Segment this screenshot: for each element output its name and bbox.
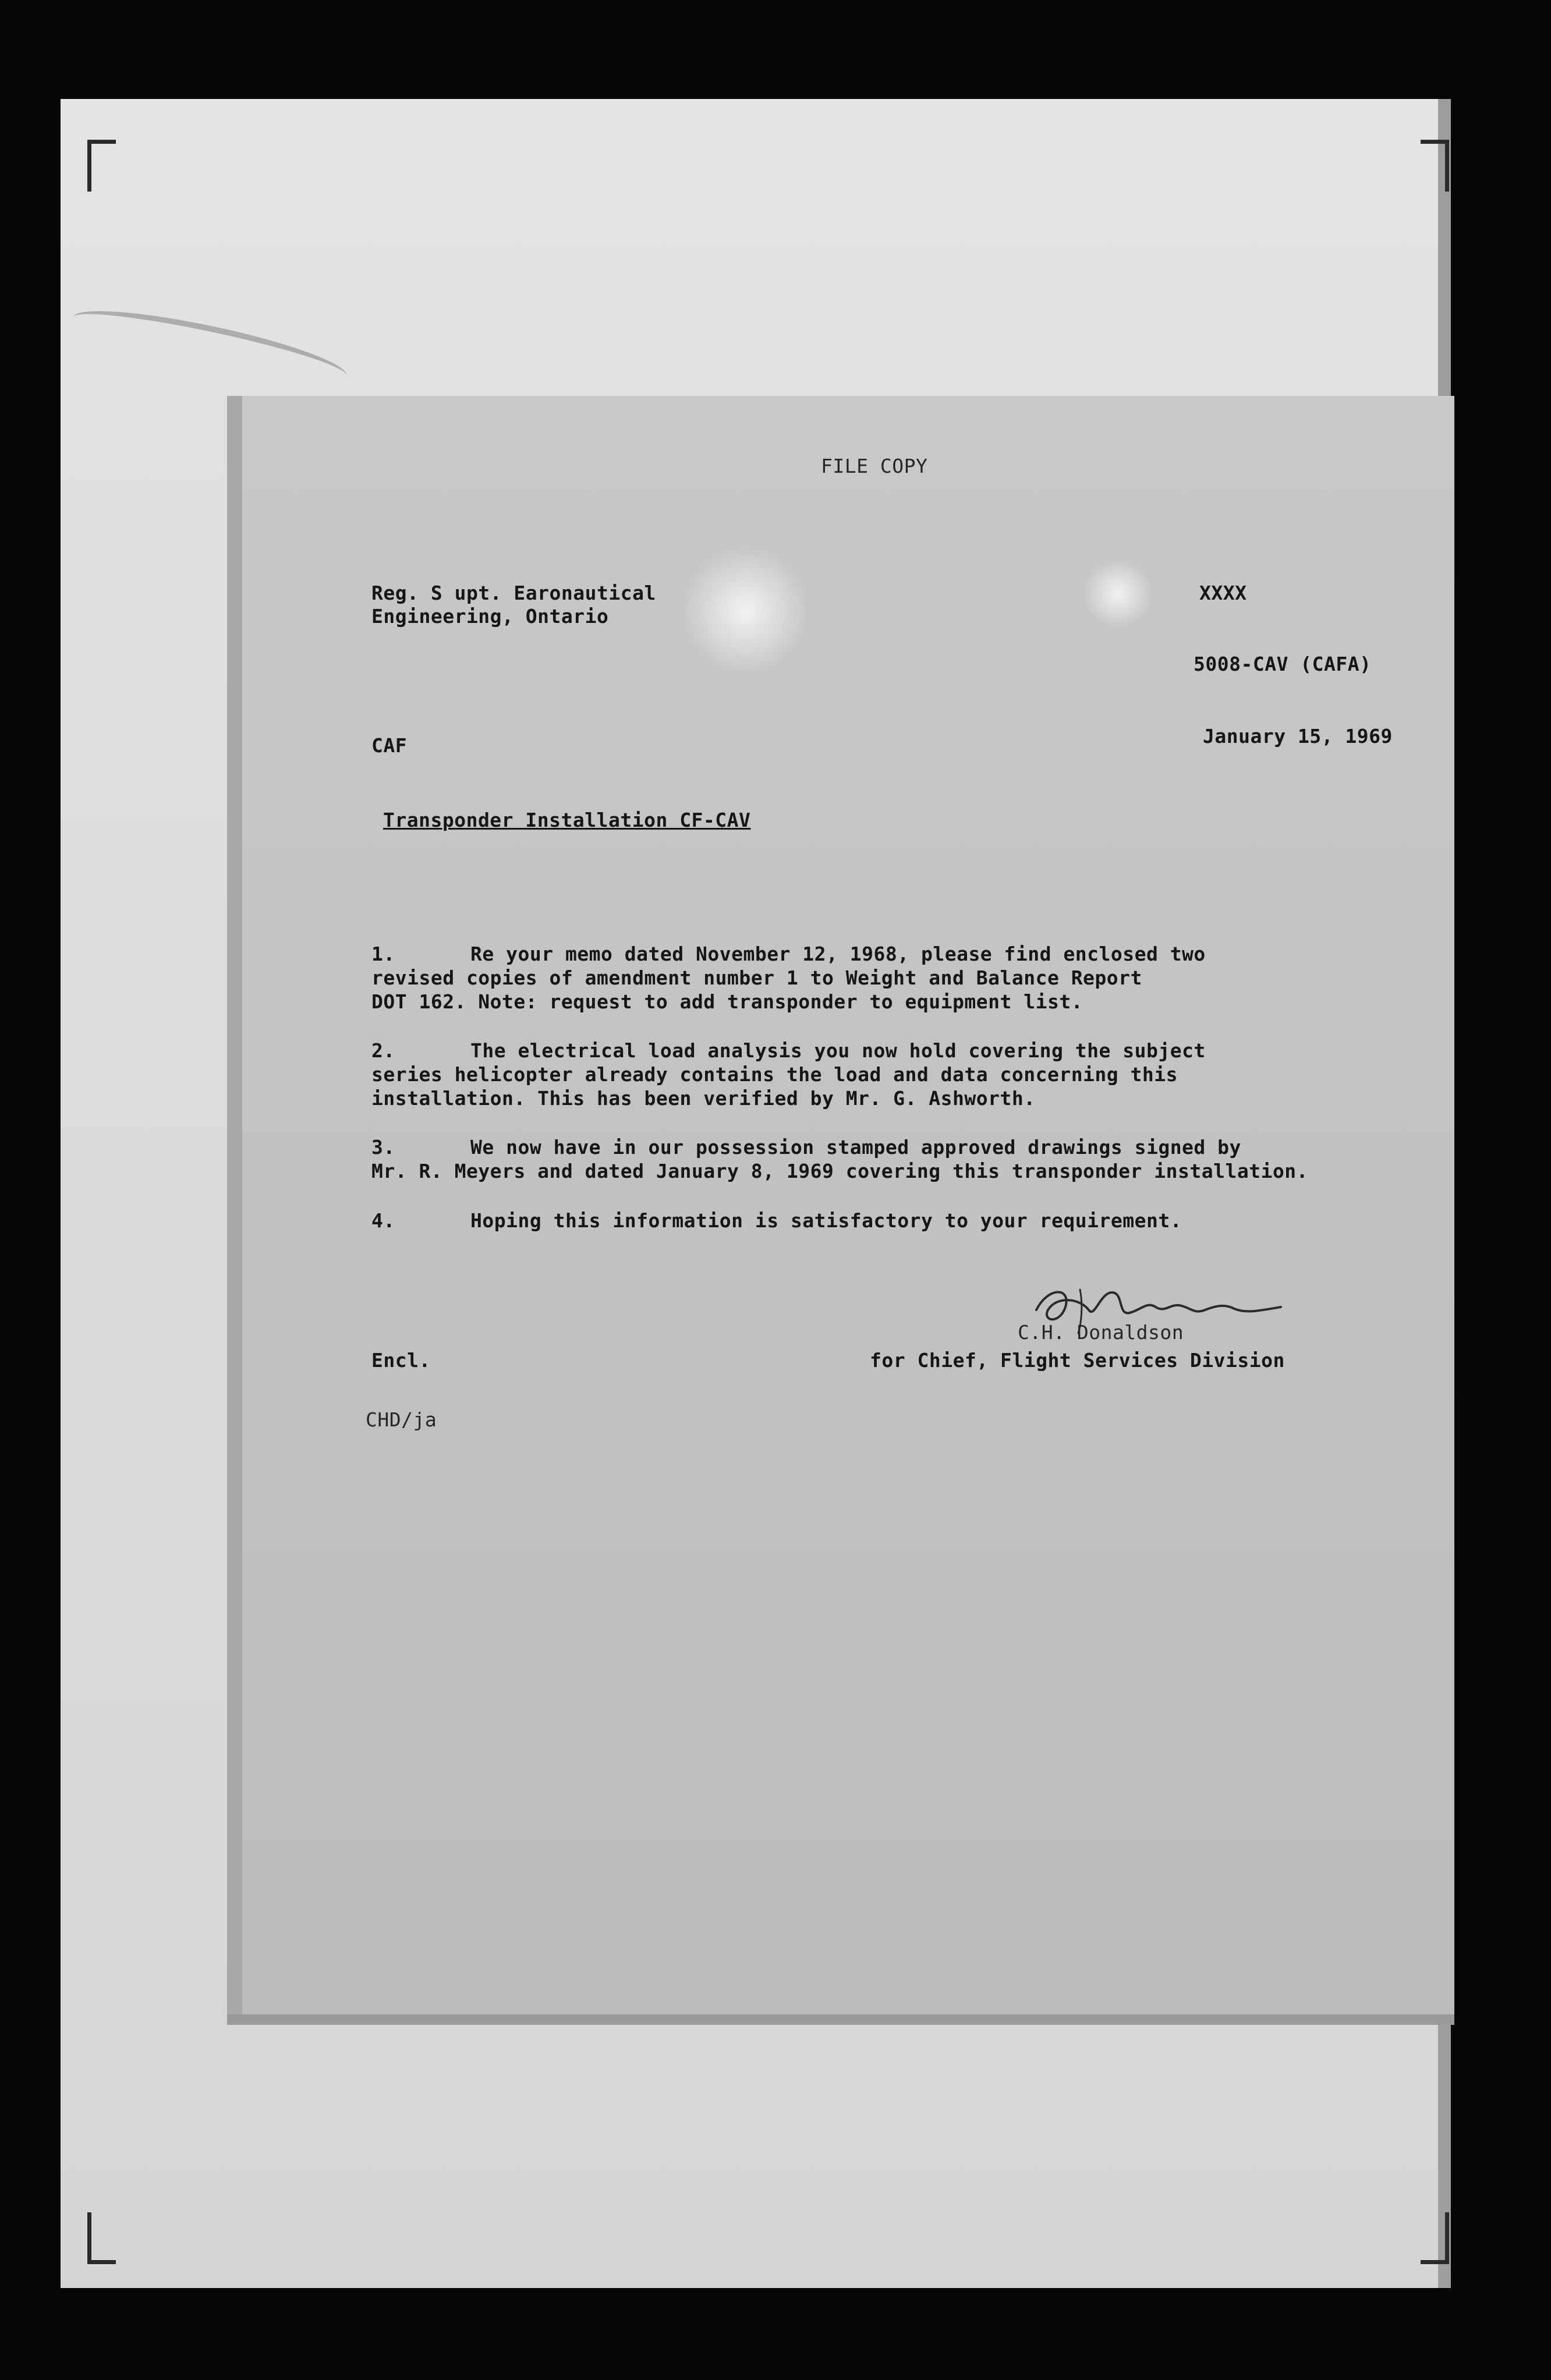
paragraph-line: Mr. R. Meyers and dated January 8, 1969 covering this transponder installation. [371,1160,1309,1182]
subject-line: Transponder Installation CF-CAV [383,809,751,831]
letter-date: January 15, 1969 [1203,725,1393,748]
sender-line-2: Engineering, Ontario [371,605,609,628]
recipient: CAF [371,734,408,757]
file-number: 5008-CAV (CAFA) [1194,653,1372,675]
crop-mark-top-left [87,140,116,192]
paragraph-number: 3. [371,1136,395,1159]
paper-smudge [1083,559,1153,629]
enclosure-note: Encl. [371,1349,431,1372]
paragraph-line: series helicopter already contains the load and data concerning this [371,1063,1178,1086]
paragraph-line: installation. This has been verified by Mr. G. Ashworth. [371,1087,1036,1110]
paragraph-line: revised copies of amendment number 1 to Weight and Balance Report [371,966,1142,989]
paragraph-line: Hoping this information is satisfactory to your requirement. [470,1209,1182,1232]
paragraph-line: Re your memo dated November 12, 1968, please find enclosed two [470,943,1206,965]
signer-name: C.H. Donaldson [1018,1321,1184,1344]
reference-code: XXXX [1199,582,1247,604]
letter-sheet [227,396,1454,2014]
paragraph-number: 1. [371,943,395,965]
crop-mark-bottom-left [87,2212,116,2264]
paragraph-line: DOT 162. Note: request to add transponder to equipment list. [371,990,1083,1013]
paragraph-number: 2. [371,1039,395,1062]
paper-smudge [681,547,809,675]
paragraph-line: We now have in our possession stamped approved drawings signed by [470,1136,1241,1159]
paragraph-number: 4. [371,1209,395,1232]
sender-line-1: Reg. S upt. Earonautical [371,582,656,604]
paragraph-line: The electrical load analysis you now hold covering the subject [470,1039,1206,1062]
typist-initials: CHD/ja [366,1408,437,1431]
crop-mark-bottom-right [1421,2212,1449,2264]
crop-mark-top-right [1421,140,1449,192]
file-copy-header: FILE COPY [821,455,928,477]
signer-title: for Chief, Flight Services Division [870,1349,1285,1372]
